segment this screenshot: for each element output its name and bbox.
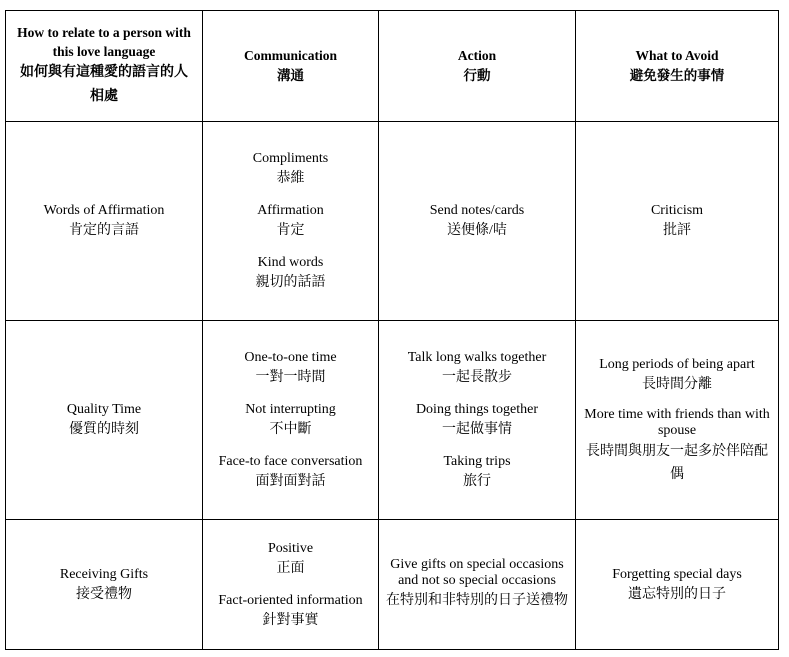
header-action-zh: 行動 xyxy=(463,68,491,83)
item-zh: 送便條/咭 xyxy=(447,223,507,238)
list-item xyxy=(203,400,378,440)
header-how-to-relate-zh-2: 相處 xyxy=(90,89,118,104)
list-item xyxy=(379,201,575,241)
item-en: Positive xyxy=(267,540,314,556)
item-en: Criticism xyxy=(650,203,704,218)
header-how-to-relate xyxy=(6,11,203,122)
row-label-en: Words of Affirmation xyxy=(43,203,165,218)
item-en: Long periods of being apart xyxy=(599,357,755,372)
communication-cell xyxy=(203,321,379,520)
list-item xyxy=(203,149,378,189)
item-en: One-to-one time xyxy=(244,350,337,365)
table-row xyxy=(6,321,779,520)
item-en: Kind words xyxy=(257,255,324,270)
header-how-to-relate-en-1: How to relate to a person with xyxy=(17,25,191,40)
action-cell xyxy=(379,520,576,650)
item-zh: 親切的話語 xyxy=(255,275,326,290)
item-en: Compliments xyxy=(252,151,329,166)
row-label-receiving-gifts xyxy=(6,520,203,650)
communication-cell xyxy=(203,520,379,650)
header-how-to-relate-en-2: this love language xyxy=(52,44,156,59)
list-item xyxy=(576,407,778,485)
row-label-zh: 接受禮物 xyxy=(76,586,132,602)
header-how-to-relate-zh-1: 如何與有這種愛的語言的人 xyxy=(20,65,188,80)
row-label-en: Quality Time xyxy=(66,402,142,417)
item-zh: 遺忘特別的日子 xyxy=(628,586,726,602)
item-en: Send notes/cards xyxy=(429,203,525,218)
item-en-2: spouse xyxy=(657,423,697,438)
header-row xyxy=(6,11,779,122)
item-zh: 旅行 xyxy=(463,474,491,489)
item-zh: 長時間分離 xyxy=(642,377,712,392)
communication-cell xyxy=(203,122,379,321)
item-zh: 面對面對話 xyxy=(255,474,326,489)
row-label-zh: 肯定的言語 xyxy=(69,223,139,238)
item-zh: 肯定 xyxy=(276,223,305,238)
list-item xyxy=(576,565,778,605)
item-en-1: More time with friends than with xyxy=(584,407,770,422)
avoid-cell xyxy=(576,520,779,650)
header-communication xyxy=(203,11,379,122)
list-item xyxy=(203,591,378,631)
row-label-en: Receiving Gifts xyxy=(59,566,149,582)
header-communication-zh: 溝通 xyxy=(277,68,304,83)
list-item xyxy=(203,539,378,579)
action-cell xyxy=(379,122,576,321)
item-zh: 一起做事情 xyxy=(442,422,512,437)
item-zh: 一起長散步 xyxy=(442,370,512,385)
action-cell xyxy=(379,321,576,520)
list-item xyxy=(203,452,378,492)
item-zh: 正面 xyxy=(276,560,305,576)
header-what-to-avoid-zh: 避免發生的事情 xyxy=(629,68,725,83)
item-en: Doing things together xyxy=(415,402,539,417)
header-what-to-avoid-en: What to Avoid xyxy=(635,48,719,63)
avoid-cell xyxy=(576,321,779,520)
row-label-zh: 優質的時刻 xyxy=(69,422,139,437)
header-action-en: Action xyxy=(457,48,497,63)
header-action xyxy=(379,11,576,122)
item-zh: 針對事實 xyxy=(262,612,319,628)
item-zh: 批評 xyxy=(663,223,691,238)
item-zh: 一對一時間 xyxy=(255,370,326,385)
table-row xyxy=(6,122,779,321)
item-zh-1: 長時間與朋友一起多於伴陪配 xyxy=(586,444,768,459)
item-zh-2: 偶 xyxy=(670,467,684,482)
list-item xyxy=(576,201,778,241)
list-item xyxy=(379,452,575,492)
list-item xyxy=(203,348,378,388)
list-item xyxy=(379,348,575,388)
item-zh: 在特別和非特別的日子送禮物 xyxy=(386,592,568,608)
header-communication-en: Communication xyxy=(243,48,337,63)
list-item xyxy=(576,355,778,395)
row-label-words-of-affirmation xyxy=(6,122,203,321)
item-en: Taking trips xyxy=(443,454,511,469)
row-label-quality-time xyxy=(6,321,203,520)
item-en: Fact-oriented information xyxy=(218,592,363,608)
item-en: Talk long walks together xyxy=(407,350,547,365)
list-item xyxy=(379,557,575,613)
item-zh: 恭維 xyxy=(276,171,305,186)
item-en: Affirmation xyxy=(257,203,324,218)
list-item xyxy=(203,201,378,241)
item-zh: 不中斷 xyxy=(269,422,312,437)
item-en: Not interrupting xyxy=(245,402,336,417)
list-item xyxy=(203,253,378,293)
avoid-cell xyxy=(576,122,779,321)
list-item xyxy=(379,400,575,440)
love-language-table xyxy=(5,10,779,650)
header-what-to-avoid xyxy=(576,11,779,122)
item-en-2: and not so special occasions xyxy=(398,572,556,588)
table-row xyxy=(6,520,779,650)
item-en-1: Give gifts on special occasions xyxy=(390,556,564,572)
item-en: Forgetting special days xyxy=(612,566,742,582)
item-en: Face-to face conversation xyxy=(218,454,363,469)
